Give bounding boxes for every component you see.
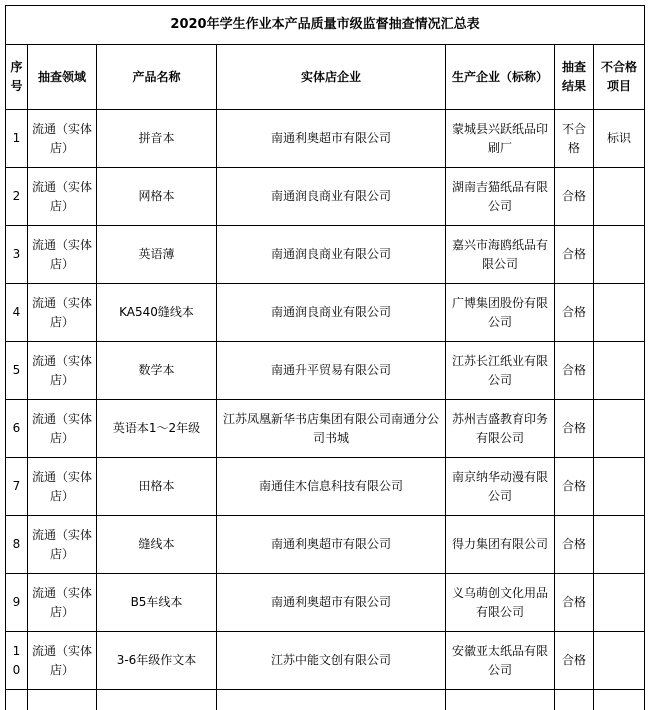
cell-serial: 1 <box>6 110 28 168</box>
cell-field: 流通（实体店） <box>28 574 97 632</box>
cell-result: 合格 <box>555 226 594 284</box>
header-row <box>6 45 645 110</box>
cell-defect <box>594 168 645 226</box>
cell-store: 南通润良商业有限公司 <box>217 226 446 284</box>
empty-cell <box>594 690 645 710</box>
cell-store: 南通升平贸易有限公司 <box>217 342 446 400</box>
cell-defect <box>594 342 645 400</box>
cell-defect <box>594 516 645 574</box>
cell-defect <box>594 574 645 632</box>
table-body <box>6 110 645 710</box>
empty-cell <box>6 690 28 710</box>
inspection-summary-table <box>5 5 645 710</box>
cell-producer: 得力集团有限公司 <box>446 516 555 574</box>
cell-field: 流通（实体店） <box>28 168 97 226</box>
cell-serial: 4 <box>6 284 28 342</box>
cell-product: B5车线本 <box>97 574 217 632</box>
cell-store: 南通利奥超市有限公司 <box>217 110 446 168</box>
empty-cell <box>217 690 446 710</box>
cell-field: 流通（实体店） <box>28 458 97 516</box>
cell-result: 合格 <box>555 168 594 226</box>
cell-field: 流通（实体店） <box>28 284 97 342</box>
cell-producer: 南京纳华动漫有限公司 <box>446 458 555 516</box>
cell-defect: 标识 <box>594 110 645 168</box>
cell-product: KA540缝线本 <box>97 284 217 342</box>
cell-result: 合格 <box>555 400 594 458</box>
cell-producer: 义乌萌创文化用品有限公司 <box>446 574 555 632</box>
cell-serial: 7 <box>6 458 28 516</box>
cell-result: 合格 <box>555 516 594 574</box>
cell-field: 流通（实体店） <box>28 632 97 690</box>
table-row <box>6 574 645 632</box>
cell-store: 南通润良商业有限公司 <box>217 168 446 226</box>
cell-product: 英语薄 <box>97 226 217 284</box>
cell-serial: 8 <box>6 516 28 574</box>
table-row <box>6 516 645 574</box>
column-header-producer: 生产企业（标称） <box>446 45 555 110</box>
column-header-result: 抽查结果 <box>555 45 594 110</box>
cell-producer: 江苏长江纸业有限公司 <box>446 342 555 400</box>
table-row <box>6 168 645 226</box>
empty-cell <box>446 690 555 710</box>
column-header-product: 产品名称 <box>97 45 217 110</box>
cell-product: 缝线本 <box>97 516 217 574</box>
cell-field: 流通（实体店） <box>28 400 97 458</box>
column-header-defect: 不合格项目 <box>594 45 645 110</box>
cell-store: 南通利奥超市有限公司 <box>217 574 446 632</box>
cell-producer: 广博集团股份有限公司 <box>446 284 555 342</box>
cell-producer: 安徽亚太纸品有限公司 <box>446 632 555 690</box>
cell-store: 南通佳木信息科技有限公司 <box>217 458 446 516</box>
cell-store: 江苏中能文创有限公司 <box>217 632 446 690</box>
cell-serial: 6 <box>6 400 28 458</box>
empty-cell <box>97 690 217 710</box>
cell-defect <box>594 226 645 284</box>
column-header-field: 抽查领域 <box>28 45 97 110</box>
cell-producer: 湖南吉猫纸品有限公司 <box>446 168 555 226</box>
cell-result: 合格 <box>555 458 594 516</box>
table-row <box>6 284 645 342</box>
column-header-store: 实体店企业 <box>217 45 446 110</box>
table-row <box>6 632 645 690</box>
cell-result: 不合格 <box>555 110 594 168</box>
cell-field: 流通（实体店） <box>28 516 97 574</box>
cell-producer: 蒙城县兴跃纸品印刷厂 <box>446 110 555 168</box>
cell-result: 合格 <box>555 574 594 632</box>
cell-defect <box>594 284 645 342</box>
cell-defect <box>594 632 645 690</box>
cell-product: 拼音本 <box>97 110 217 168</box>
cell-result: 合格 <box>555 284 594 342</box>
cell-field: 流通（实体店） <box>28 226 97 284</box>
cell-result: 合格 <box>555 342 594 400</box>
cell-defect <box>594 400 645 458</box>
cell-result: 合格 <box>555 632 594 690</box>
table-row <box>6 226 645 284</box>
cell-product: 田格本 <box>97 458 217 516</box>
column-header-serial: 序号 <box>6 45 28 110</box>
table-row <box>6 400 645 458</box>
cell-store: 南通利奥超市有限公司 <box>217 516 446 574</box>
cell-field: 流通（实体店） <box>28 342 97 400</box>
cell-serial: 9 <box>6 574 28 632</box>
cell-product: 网格本 <box>97 168 217 226</box>
cell-producer: 嘉兴市海鸥纸品有限公司 <box>446 226 555 284</box>
empty-cell <box>28 690 97 710</box>
cell-product: 数学本 <box>97 342 217 400</box>
cell-defect <box>594 458 645 516</box>
cell-field: 流通（实体店） <box>28 110 97 168</box>
table-title: 2020年学生作业本产品质量市级监督抽查情况汇总表 <box>6 6 645 45</box>
cell-producer: 苏州吉盛教育印务有限公司 <box>446 400 555 458</box>
title-row <box>6 6 645 45</box>
empty-cell <box>555 690 594 710</box>
cell-serial: 5 <box>6 342 28 400</box>
cell-product: 3-6年级作文本 <box>97 632 217 690</box>
cell-serial: 10 <box>6 632 28 690</box>
table-row <box>6 342 645 400</box>
cell-serial: 2 <box>6 168 28 226</box>
cell-serial: 3 <box>6 226 28 284</box>
table-row <box>6 110 645 168</box>
cell-store: 江苏凤凰新华书店集团有限公司南通分公司书城 <box>217 400 446 458</box>
cell-store: 南通润良商业有限公司 <box>217 284 446 342</box>
partial-row <box>6 690 645 710</box>
cell-product: 英语本1～2年级 <box>97 400 217 458</box>
table-row <box>6 458 645 516</box>
